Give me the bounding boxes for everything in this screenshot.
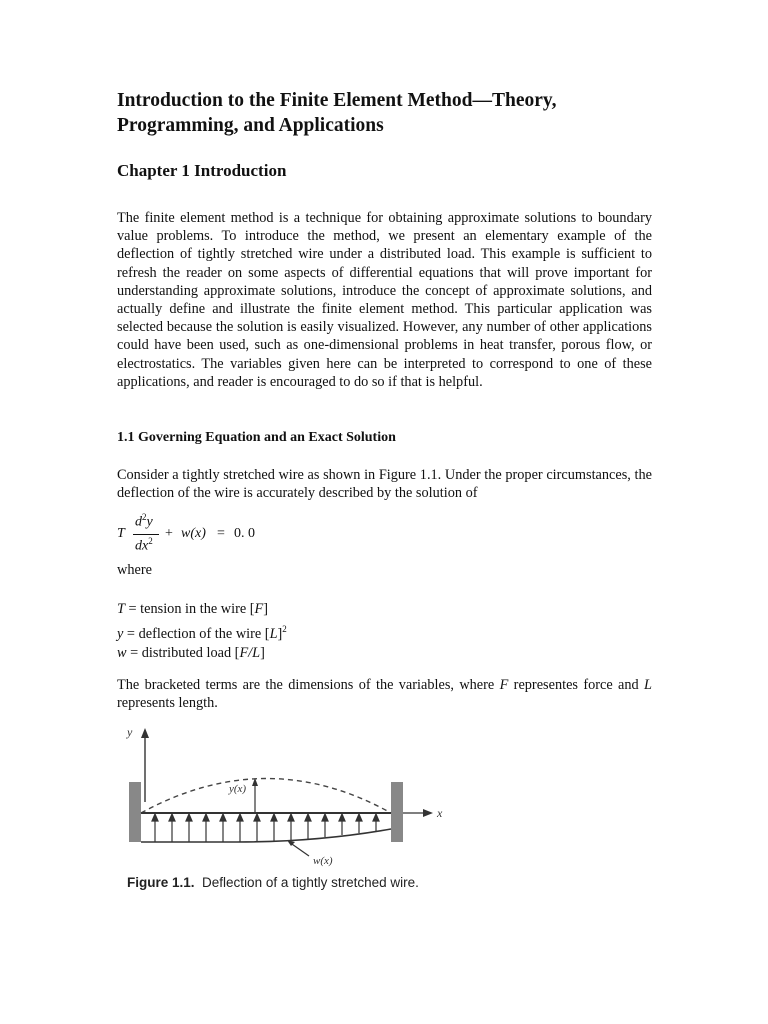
deflection-curve: [141, 779, 391, 814]
wire-deflection-diagram: [117, 724, 457, 874]
load-distribution-curve: [141, 829, 391, 842]
def-close: ]: [277, 625, 283, 642]
load-arrows: [152, 814, 379, 842]
def-text: = distributed load [: [126, 644, 240, 661]
eq-num-sup: 2: [142, 512, 147, 522]
left-support-wall: [129, 782, 141, 842]
y-axis-label: y: [127, 725, 133, 739]
definition-item: [117, 644, 287, 664]
definition-item: [117, 620, 287, 644]
governing-equation: [117, 512, 317, 556]
definition-item: [117, 600, 287, 620]
eq-term-w: w(x): [181, 526, 206, 541]
dim-text-1: The bracketed terms are the dimensions of the variables, where: [117, 677, 500, 693]
deflection-label: y(x): [229, 783, 247, 795]
eq-den-dx: dx: [135, 538, 149, 554]
eq-rhs: 0. 0: [234, 526, 255, 541]
dim-F: F: [499, 677, 509, 693]
load-label: w(x): [313, 855, 333, 867]
figure-caption: [127, 874, 457, 891]
def-unit: F/L: [239, 644, 261, 661]
def-sup: 2: [282, 623, 287, 634]
eq-num-d: d: [135, 514, 142, 530]
def-unit: F: [254, 601, 264, 617]
x-axis-label: x: [437, 806, 443, 820]
variable-definitions: [117, 600, 287, 663]
def-close: ]: [260, 644, 265, 661]
figure-1-1: [117, 724, 457, 914]
figure-caption-text: Deflection of a tightly stretched wire.: [202, 875, 419, 890]
def-close: ]: [263, 601, 269, 617]
chapter-heading: Chapter 1 Introduction: [117, 161, 287, 180]
section-heading: 1.1 Governing Equation and an Exact Solution: [117, 430, 396, 445]
eq-fraction-bar: [133, 534, 159, 535]
where-label: where: [117, 562, 152, 578]
eq-equals: =: [217, 526, 225, 541]
def-text: = tension in the wire [: [124, 601, 255, 617]
intro-paragraph: The finite element method is a technique for obtaining approximate solutions to boundary value problems. To introduce the method, we present an elementary example of the deflection of tightly stretched wire under a distributed load. This example is sufficient to refresh the reader on some aspects of differential equations that will prove important for understanding approximate solutions, introduce the concept of approximate solutions, and actually define and illustrate the finite element method. This particular application was selected because the solution is easily visualized. However, any number of other applications could have been used, such as one-dimensional problems in heat transfer, porous flow, or electrostatics. The variables given here can be interpreted to correspond to one of these applications, and reader is encouraged to do so if that is helpful.: [117, 210, 652, 390]
def-symbol: y: [117, 625, 124, 642]
y-axis-arrow-icon: [141, 728, 149, 738]
eq-coef-T: T: [117, 526, 125, 541]
dimension-paragraph: [117, 676, 652, 712]
eq-num-y: y: [146, 514, 153, 530]
document-title: Introduction to the Finite Element Method—Theory, Programming, and Applications: [117, 90, 557, 136]
dim-text-2: representes force and: [508, 677, 645, 693]
dim-L: L: [644, 677, 652, 693]
section-paragraph: Consider a tightly stretched wire as shown in Figure 1.1. Under the proper circumstances, the deflection of the wire is accurately described by the solution of: [117, 467, 652, 502]
eq-plus: +: [165, 526, 173, 541]
dim-text-3: represents length.: [117, 695, 218, 712]
def-symbol: T: [117, 601, 125, 617]
def-unit: L: [269, 625, 278, 642]
eq-den-sup: 2: [148, 536, 153, 546]
def-symbol: w: [117, 644, 127, 661]
x-axis-arrow-icon: [423, 809, 433, 817]
figure-caption-label: Figure 1.1.: [127, 875, 195, 890]
right-support-wall: [391, 782, 403, 842]
def-text: = deflection of the wire [: [123, 625, 270, 642]
